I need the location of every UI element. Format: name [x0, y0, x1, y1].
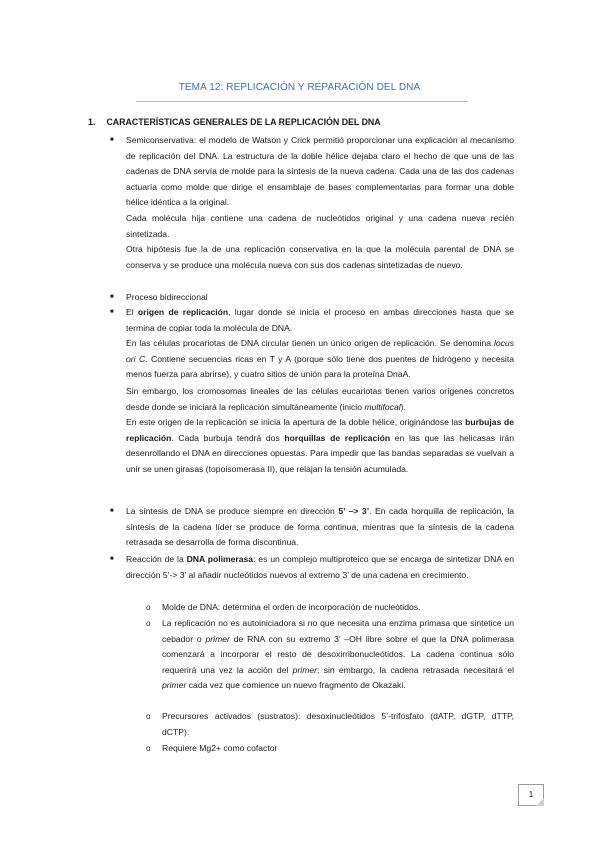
text-segment: locus ori C	[126, 338, 514, 364]
paragraph-b2	[126, 290, 514, 306]
paragraph-s3	[162, 709, 514, 740]
page-corner-fold	[536, 798, 544, 806]
bullet-marker: o	[146, 744, 151, 753]
section-heading	[88, 117, 381, 127]
paragraph-b1	[126, 133, 514, 211]
page-number: 1	[518, 784, 544, 806]
paragraph-b1p2	[126, 211, 514, 242]
text-segment: . Contiene secuencias ricas en T y A (porque sólo tiene dos puentes de hidrógeno y necesita menos fuerza para abrirse), y cuatro sitios de unión para la proteína DnaA.	[126, 353, 514, 380]
text-segment: En las células procariotas de DNA circular tienen un único origen de replicación. Se denomina	[126, 338, 494, 348]
text-segment: En este origen de la replicación se inicia la apertura de la doble hélice, originándose las	[126, 417, 466, 427]
paragraph-b3	[126, 305, 514, 336]
text-segment: Precursores activados (sustratos): desoxinucleótidos 5’-trifosfato (dATP, dGTP, dTTP, dCTP).	[162, 711, 514, 737]
paragraph-b3p3	[126, 384, 514, 415]
bullet-marker: o	[146, 619, 151, 628]
section-title: CARACTERÍSTICAS GENERALES DE LA REPLICACIÓN DEL DNA	[106, 117, 381, 127]
text-segment: primer	[162, 680, 187, 691]
section-number: 1.	[88, 117, 96, 127]
text-segment: Semiconservativa: el modelo de Watson y Crick permitió proporcionar una explicación al mecanismo de replicación del DNA. La estructura de la doble hélice dejaba claro el hecho de que una de las cadenas de DNA servía de molde para la síntesis de la nueva cadena. Cada una de las dos cadenas actuaría como molde que dirige el ensamblaje de bases complementarias para formar una doble hélice idéntica a la original.	[126, 135, 514, 208]
title-underline	[136, 101, 468, 102]
text-segment: . Cada burbuja tendrá dos	[171, 432, 285, 443]
text-segment: primer	[205, 633, 230, 644]
text-segment: Molde de DNA: determina el orden de incorporación de nucleótidos.	[162, 602, 421, 612]
text-segment: horquillas de replicación	[284, 432, 391, 443]
document-title: TEMA 12: REPLICACIÓN Y REPARACIÓN DEL DNA	[178, 82, 421, 93]
text-segment: La replicación no es autoiniciadora si no que necesita una enzima primasa que sintetice un cebador o	[162, 618, 514, 644]
text-segment: DNA polimerasa	[186, 554, 254, 564]
bullet-marker: ■	[110, 508, 114, 514]
text-segment: ).	[400, 401, 406, 412]
text-segment: Otra hipótesis fue la de una replicación conservativa en la que la molécula parental de DNA se conserva y se produce una molécula nueva con sus dos cadenas sintetizadas de nuevo.	[126, 244, 514, 270]
paragraph-b4	[126, 504, 514, 551]
paragraph-s2	[162, 616, 514, 694]
paragraph-b3p4	[126, 415, 514, 477]
text-segment: La síntesis de DNA se produce siempre en dirección	[126, 506, 339, 516]
bullet-marker: ■	[110, 309, 114, 315]
bullet-marker: ■	[110, 137, 114, 143]
paragraph-s4	[162, 741, 514, 757]
text-segment: de RNA con su extremo 3’ –OH libre sobre el que la DNA polimerasa comenzará a incorporar el resto de desoxirribonucleótidos. La cadena continua sólo requerirá una vez la acción del	[162, 633, 514, 675]
bullet-marker: o	[146, 603, 151, 612]
text-segment: El	[126, 307, 138, 317]
paragraph-b1p3	[126, 242, 514, 273]
text-segment: Requiere Mg2+ como cofactor	[162, 743, 278, 753]
text-segment: Reacción de la	[126, 554, 187, 564]
text-segment: , lugar donde se inicia el proceso en ambas direcciones hasta que se termina de copiar toda la molécula de DNA.	[126, 307, 515, 333]
text-segment: primer	[292, 664, 317, 675]
text-segment: 5’ –> 3’	[338, 506, 370, 516]
paragraph-s1	[162, 600, 514, 616]
text-segment: Cada molécula hija contiene una cadena de nucleótidos original y una cadena nueva recién sintetizada.	[126, 213, 514, 239]
paragraph-b3p2	[126, 336, 514, 383]
text-segment: Proceso bidireccional	[126, 292, 208, 302]
paragraph-b5	[126, 552, 514, 583]
text-segment: Sin embargo, los cromosomas lineales de las células eucariotas tienen varios orígenes concretos desde donde se iniciará la replicación simultáneamente (inicio	[126, 386, 514, 412]
text-segment: : es un complejo multiproteico que se encarga de sintetizar DNA en dirección 5’-> 3’ al añadir nucleótidos nuevos al extremo 3’ de una cadena en crecimiento.	[126, 554, 514, 580]
text-segment: burbujas de replicación	[126, 417, 514, 443]
bullet-marker: ■	[110, 294, 114, 300]
text-segment: origen de replicación	[137, 307, 229, 317]
text-segment: . En cada horquilla de replicación, la síntesis de la cadena líder se produce de forma continua, mientras que la síntesis de la cadena retrasada se desarrolla de forma discontinua.	[126, 506, 515, 548]
text-segment: cada vez que comience un nuevo fragmento de Okazaki.	[186, 680, 406, 691]
text-segment: en las que las helicasas irán desenrollando el DNA en direcciones opuestas. Para impedir que las bandas separadas se vuelvan a unir se unen girasas (topoisomerasa II), que relajan la tensión acumulada.	[126, 432, 514, 474]
text-segment: ; sin embargo, la cadena retrasada necesitará el	[317, 664, 514, 675]
bullet-marker: ■	[110, 556, 114, 562]
text-segment: multifocal	[364, 401, 401, 412]
bullet-marker: o	[146, 712, 151, 721]
